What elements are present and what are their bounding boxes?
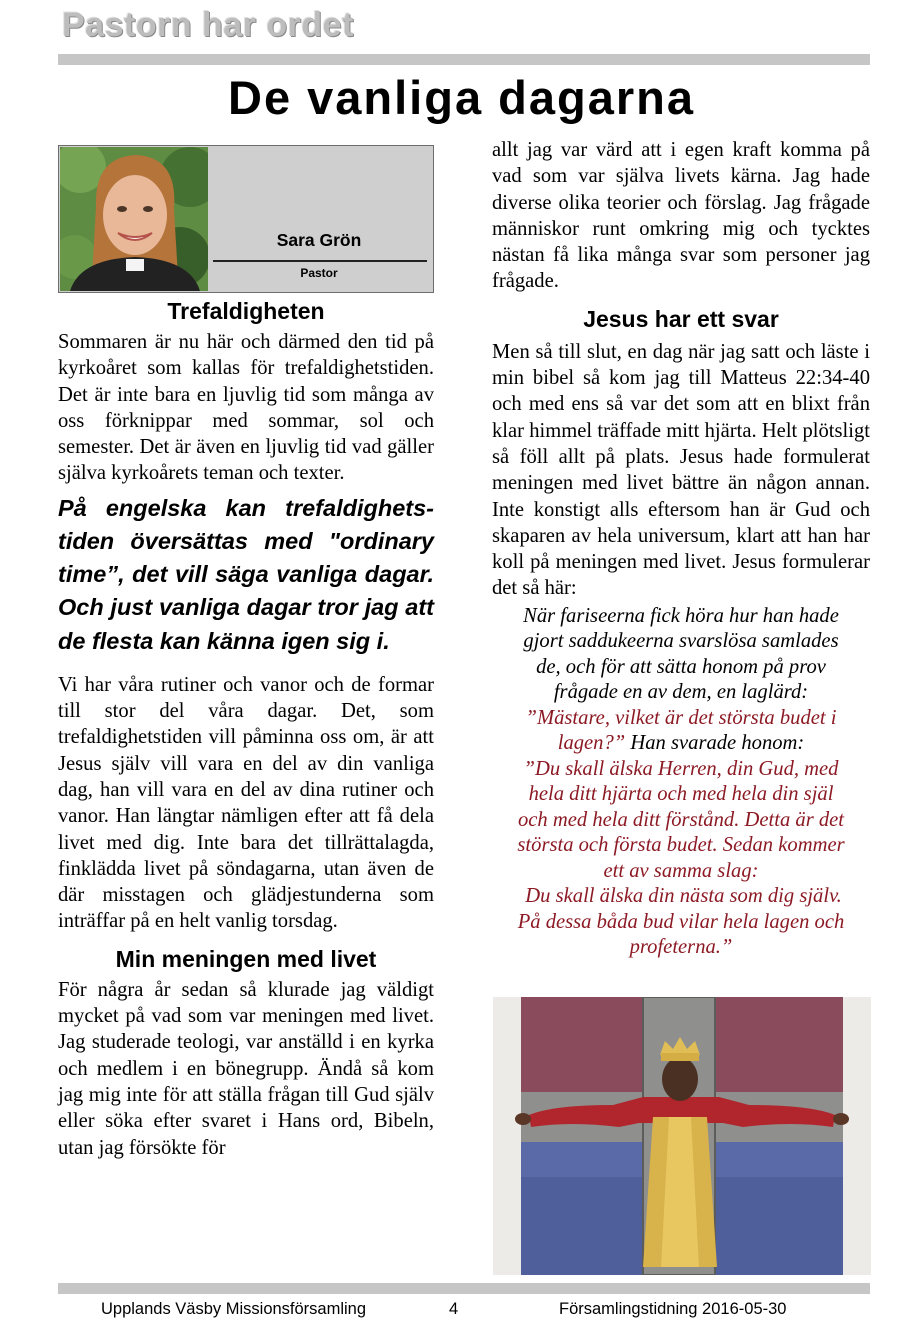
quote-line-red: hela ditt hjärta och med hela din själ <box>528 783 834 806</box>
paragraph-meaning: För några år sedan så klurade jag väldigt mycket på vad som var meningen med livet. Jag studerade teologi, var anställd i en kyrka och medlem i en bönegrupp. Ändå så kom jag mig inte för att ställa frågan till Gud själv eller söka efter svaret i Hans ord, Bibeln, utan jag försökte för <box>58 978 434 1159</box>
author-photo <box>60 147 208 291</box>
section-header: Pastorn har ordet <box>62 6 354 44</box>
quote-line: gjort saddukeerna svarslösa samlades <box>523 630 839 653</box>
quote-line: de, och för att sätta honom på prov <box>536 655 826 678</box>
paragraph-matteus: Men så till slut, en dag när jag satt och läste i min bibel så kom jag till Matteus 22:34-40 och med ens så var det som att en blixt från klar himmel träffade mitt hjärta. Helt plötsligt så föll allt på plats. Jesus hade formulerat meningen med livet bättre än någon annan. Inte konstigt alls eftersom han är Gud och skaparen av hela universum, klart att han har koll på meningen med livet. Jesus formulerar det så här: <box>492 340 870 600</box>
crucifix-image <box>493 997 871 1275</box>
top-divider <box>58 54 870 65</box>
left-column <box>58 145 434 1161</box>
author-role: Pastor <box>300 266 338 280</box>
quote-line-red: ”Mästare, vilket är det största budet i <box>525 706 837 729</box>
right-column <box>492 137 870 961</box>
quote-line-red: lagen?” <box>557 732 626 755</box>
crucifix-photo <box>493 997 871 1275</box>
quote-line-red: profeterna.” <box>629 936 733 959</box>
footer-publication-date: Församlingstidning 2016-05-30 <box>559 1300 787 1318</box>
footer-page-number: 4 <box>449 1300 459 1318</box>
quote-line-red: största och första budet. Sedan kommer <box>517 834 845 857</box>
quote-line-red: På dessa båda bud vilar hela lagen och <box>517 910 845 933</box>
paragraph-continued: allt jag var värd att i egen kraft komma på vad som var själva livets kärna. Jag hade diverse olika teorier och förslag. Jag frågade människor runt omkring mig och tycktes nästan få lika många svar som personer jag frågade. <box>492 139 870 293</box>
author-box <box>58 145 434 293</box>
author-divider <box>213 260 427 262</box>
quote-line-red: ett av samma slag: <box>603 859 759 882</box>
quote-line: Han svarade honom: <box>625 732 805 755</box>
quote-line: När fariseerna fick höra hur han hade <box>523 604 839 627</box>
footer-organization: Upplands Väsby Missionsförsamling <box>101 1300 367 1318</box>
heading-jesus-answer: Jesus har ett svar <box>583 305 779 332</box>
portrait-image <box>60 147 208 291</box>
author-name: Sara Grön <box>276 230 362 250</box>
article-title: De vanliga dagarna <box>228 71 695 124</box>
quote-line-red: ”Du skall älska Herren, din Gud, med <box>523 757 839 780</box>
heading-trefaldigheten: Trefaldigheten <box>167 298 325 324</box>
quote-line: frågade en av dem, en laglärd: <box>553 681 809 704</box>
quote-line-red: och med hela ditt förstånd. Detta är det <box>517 808 845 831</box>
bible-quote <box>492 604 870 961</box>
heading-meaning-of-life: Min meningen med livet <box>115 945 377 972</box>
pull-quote: På engelska kan trefaldighetstiden översättas med "ordinary time”, det vill säga vanliga dagar. Och just vanliga dagar tror jag att de flesta kan känna igen sig i. <box>58 494 434 654</box>
paragraph-routines: Vi har våra rutiner och vanor och de formar till stor del våra dagar. Det, som trefaldighetstiden vill påminna oss om, är att Jesus själv vill vara en del av din vanliga dag, han vill vara en del av dina rutiner och vanor. Han längtar nämligen efter att få dela livet med dig. Inte bara det tillrättalagda, finklädda livet på söndagarna, utan även de där misstagen och glädjestunderna som inträffar på en helt vanlig torsdag. <box>58 673 434 933</box>
paragraph-intro: Sommaren är nu här och därmed den tid på kyrkoåret som kallas för trefaldighetstiden. Det är inte bara en ljuvlig tid som många av oss förknippar med sommar, sol och semester. Det är även en ljuvlig tid vad gäller själva kyrkoårets teman och texter. <box>58 331 434 485</box>
bottom-divider <box>58 1283 870 1294</box>
quote-line-red: Du skall älska din nästa som dig själv. <box>520 885 842 908</box>
